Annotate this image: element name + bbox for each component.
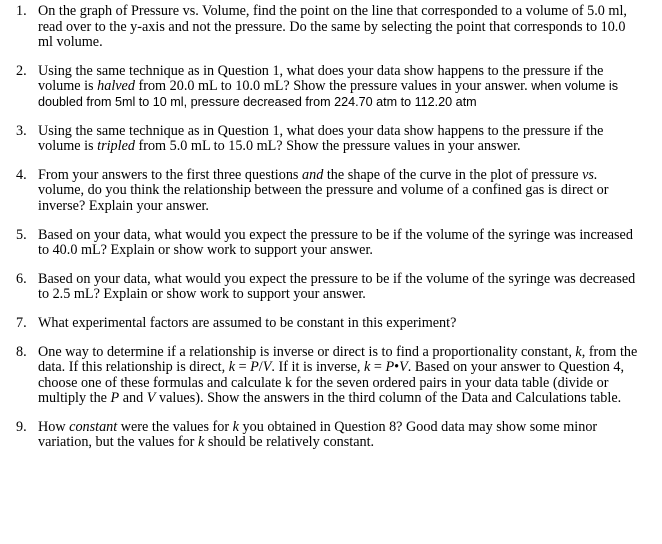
question-number: 4. <box>16 166 27 183</box>
text-run: k <box>228 359 236 376</box>
question-3 <box>0 124 662 155</box>
question-text <box>38 272 640 303</box>
question-4 <box>0 168 662 215</box>
question-1 <box>0 4 662 51</box>
text-run: values). Show the answers in the third column of the Data and Calculations table. <box>155 390 622 407</box>
question-number: 1. <box>16 3 27 19</box>
text-run: Using the same technique as in Question 1, what does your data show happens to the pressure if the volume is <box>38 62 604 95</box>
text-run: volume, do you think the relationship between the pressure and volume of a confined gas is direct or inverse? Explain your answer. <box>38 182 609 214</box>
text-run: Based on your data, what would you expect the pressure to be if the volume of the syringe was increased to 40.0 mL? Explain or show work to support your answer. <box>38 226 633 259</box>
text-run: = <box>235 359 251 376</box>
question-text <box>38 168 640 215</box>
worksheet <box>0 4 662 464</box>
text-run: should be relatively constant. <box>204 434 375 451</box>
question-number: 5. <box>16 226 27 243</box>
text-run: V <box>399 359 408 376</box>
text-run: On the graph of Pressure vs. Volume, find the point on the line that corresponded to a volume of 5.0 ml, read over to the y-axis and not the pressure. Do the same by selecting the point that corresponds to 10.0 ml volume. <box>38 3 627 51</box>
text-run: from 5.0 mL to 15.0 mL? Show the pressure values in your answer. <box>134 138 521 155</box>
question-text <box>38 64 640 111</box>
text-run: . Based on your answer to Question 4, choose one of these formulas and calculate k for the seven ordered pairs in your data table (divide or multiply the <box>38 359 625 407</box>
text-run: V <box>262 359 272 376</box>
text-run: tripled <box>97 138 135 155</box>
text-run: k <box>575 343 582 360</box>
question-text <box>38 420 640 451</box>
question-5 <box>0 228 662 259</box>
text-run: and <box>119 390 147 407</box>
question-number: 2. <box>16 62 27 79</box>
question-8 <box>0 345 662 407</box>
question-2 <box>0 64 662 111</box>
text-run: you obtained in Question 8? Good data may show some minor variation, but the values for <box>38 418 598 451</box>
text-run: V <box>146 390 156 407</box>
question-number: 8. <box>16 343 27 360</box>
student-answer: when volume is doubled from 5ml to 10 ml, pressure decreased from 224.70 atm to 112.20 atm <box>38 79 619 109</box>
text-run: halved <box>97 78 135 95</box>
question-number: 7. <box>16 314 27 331</box>
text-run: One way to determine if a relationship is inverse or direct is to find a proportionality constant, <box>38 343 576 360</box>
text-run: were the values for <box>117 418 233 435</box>
text-run: = <box>370 359 386 376</box>
text-run: P <box>385 359 395 376</box>
text-run: / <box>258 359 263 376</box>
question-text <box>38 345 640 407</box>
text-run: . If it is inverse, <box>271 359 365 376</box>
text-run: How <box>38 418 70 435</box>
text-run: Using the same technique as in Question 1, what does your data show happens to the pressure if the volume is <box>38 122 604 155</box>
text-run: From your answers to the first three questions <box>38 166 302 183</box>
text-run: k <box>197 434 205 451</box>
question-number: 3. <box>16 122 27 139</box>
question-text <box>38 316 640 332</box>
text-run: , from the data. If this relationship is direct, <box>38 343 638 376</box>
text-run: the shape of the curve in the plot of pressure <box>323 166 583 183</box>
question-text <box>38 4 640 51</box>
text-run: P <box>250 359 259 376</box>
question-text <box>38 228 640 259</box>
text-run: vs. <box>582 166 598 183</box>
question-number: 6. <box>16 270 27 287</box>
question-9 <box>0 420 662 451</box>
text-run: What experimental factors are assumed to be constant in this experiment? <box>38 314 457 331</box>
text-run: • <box>394 359 400 376</box>
question-text <box>38 124 640 155</box>
question-6 <box>0 272 662 303</box>
text-run: and <box>302 166 324 183</box>
text-run: k <box>364 359 371 376</box>
text-run: constant <box>69 418 118 435</box>
text-run: k <box>232 418 239 435</box>
question-number: 9. <box>16 418 27 435</box>
text-run: Based on your data, what would you expect the pressure to be if the volume of the syringe was decreased to 2.5 mL? Explain or show work to support your answer. <box>38 270 636 303</box>
text-run: from 20.0 mL to 10.0 mL? Show the pressure values in your answer. <box>134 78 528 95</box>
question-7 <box>0 316 662 332</box>
text-run: P <box>110 390 120 407</box>
